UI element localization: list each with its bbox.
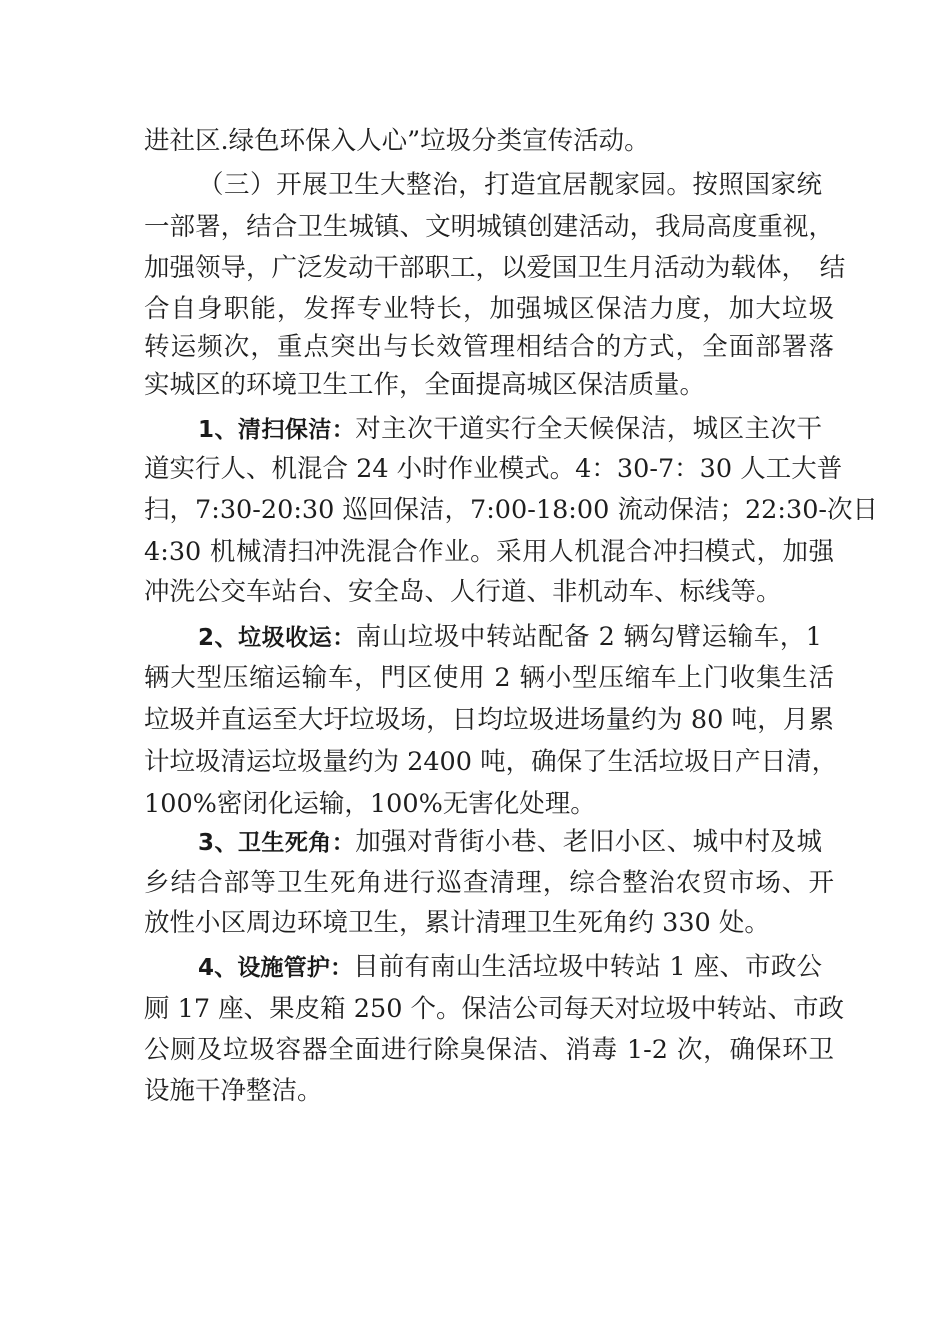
- section3-line-4: 合自身职能，发挥专业特长，加强城区保洁力度，加大垃圾: [144, 294, 834, 324]
- item3-line-2: 乡结合部等卫生死角进行巡查清理，综合整治农贸市场、开: [144, 868, 834, 898]
- item2-line-5: 100%密闭化运输，100%无害化处理。: [144, 789, 596, 819]
- item4-line-2: 厕 17 座、果皮箱 250 个。保洁公司每天对垃圾中转站、市政: [144, 994, 845, 1024]
- item1-first-text: 对主次干道实行全天候保洁，城区主次干: [355, 414, 822, 444]
- section3-line-5: 转运频次，重点突出与长效管理相结合的方式，全面部署落: [144, 332, 834, 362]
- section3-line-6: 实城区的环境卫生工作，全面提高城区保洁质量。: [144, 370, 706, 400]
- item2-line-2: 辆大型压缩运输车，⾨区使用 2 辆小型压缩车上门收集生活: [144, 663, 834, 693]
- item4-line-4: 设施干净整洁。: [144, 1076, 323, 1106]
- item1-line-3: 扫，7:30-20:30 巡回保洁，7:00-18:00 流动保洁；22:30-次日: [144, 495, 879, 525]
- item4-first-text: 目前有南山生活垃圾中转站 1 座、市政公: [353, 952, 822, 982]
- item4-heading: 4、设施管护：: [198, 955, 354, 981]
- item3-first-text: 加强对背街小巷、老旧小区、城中村及城: [355, 827, 822, 857]
- item3-first-line: [198, 825, 822, 860]
- item1-line-5: 冲洗公交车站台、安全岛、人行道、非机动车、标线等。: [144, 577, 782, 607]
- item2-first-line: [198, 620, 822, 655]
- item2-heading: 2、垃圾收运：: [198, 625, 356, 651]
- item1-first-line: [198, 412, 822, 447]
- item1-line-4: 4:30 机械清扫冲洗混合作业。采用人机混合冲扫模式，加强: [144, 537, 834, 567]
- section3-line-1: （三）开展卫生大整治，打造宜居靓家园。按照国家统: [198, 170, 822, 200]
- item4-first-line: [198, 950, 822, 985]
- item4-line-3: 公厕及垃圾容器全面进行除臭保洁、消毒 1-2 次，确保环卫: [144, 1035, 834, 1065]
- item1-line-2: 道实行人、机混合 24 小时作业模式。4：30-7：30 人工大普: [144, 454, 843, 484]
- section3-line-2: 一部署，结合卫生城镇、文明城镇创建活动，我局高度重视，: [144, 212, 834, 242]
- item1-heading: 1、清扫保洁：: [198, 417, 356, 443]
- item2-line-3: 垃圾并直运至大圩垃圾场，日均垃圾进场量约为 80 吨，月累: [144, 705, 834, 735]
- item2-first-text: 南山垃圾中转站配备 2 辆勾臂运输车，1: [355, 622, 822, 652]
- item2-line-4: 计垃圾清运垃圾量约为 2400 吨，确保了生活垃圾日产日清，: [144, 747, 838, 777]
- section3-line-3: 加强领导，广泛发动干部职工，以爱国卫生月活动为载体， 结: [144, 253, 846, 283]
- item3-heading: 3、卫生死角：: [198, 830, 356, 856]
- item3-line-3: 放性小区周边环境卫生，累计清理卫生死角约 330 处。: [144, 908, 770, 938]
- intro-line: 进社区.绿色环保入人心”垃圾分类宣传活动。: [144, 126, 650, 156]
